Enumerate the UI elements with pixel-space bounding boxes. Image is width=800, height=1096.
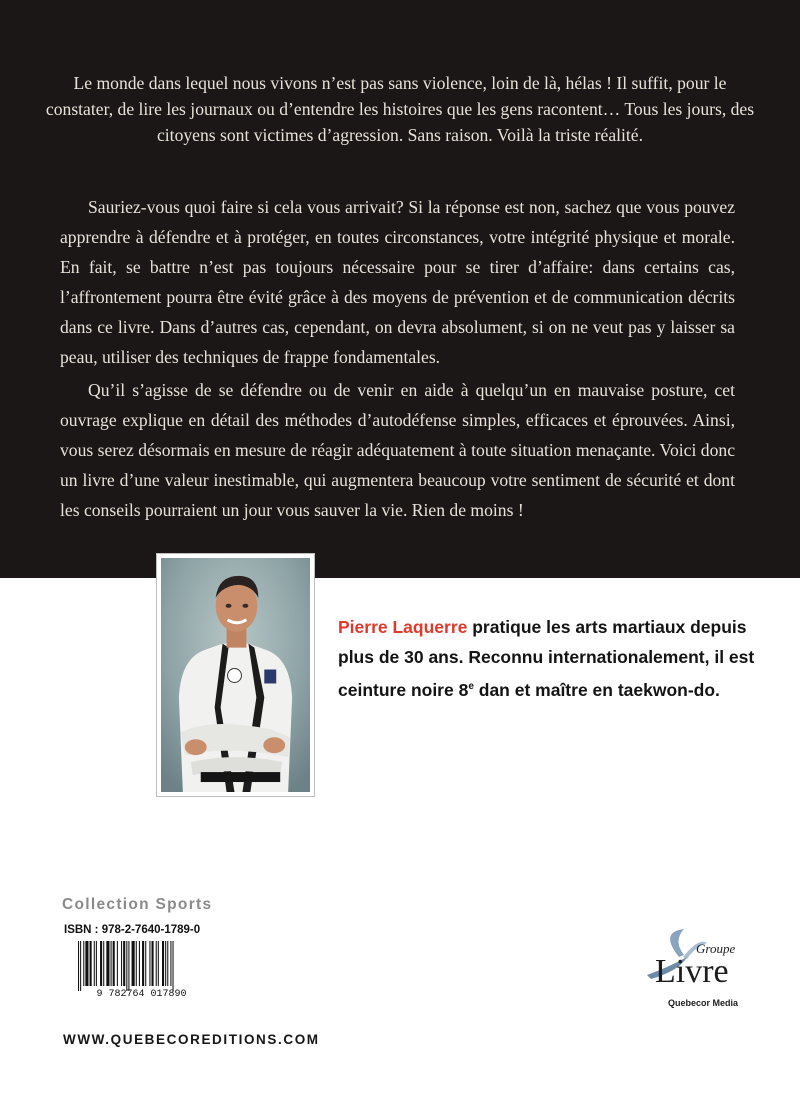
barcode-bar xyxy=(167,941,168,986)
barcode-bar xyxy=(128,941,129,991)
barcode-bar xyxy=(132,941,135,986)
barcode-bar xyxy=(162,941,164,986)
barcode-bar xyxy=(121,941,122,986)
publisher-website: WWW.QUEBECOREDITIONS.COM xyxy=(63,1032,320,1047)
barcode-bar xyxy=(139,941,140,986)
barcode-bar xyxy=(106,941,109,986)
barcode-bar xyxy=(78,941,79,991)
logo-quebecor-media: Quebecor Media xyxy=(668,998,739,1008)
description-paragraph-2: Qu’il s’agisse de se défendre ou de venir en aide à quelqu’un en mauvaise posture, cet ouvrage explique en détail des méthodes d’autodéfense simples, efficaces et éprouvées. Ainsi, vous serez désormais en mesure de réagir adéquatement à toute situation menaçante. Voici donc un livre d’une valeur inestimable, qui augmentera beaucoup votre sentiment de sécurité et dont les conseils pourraient un jour vous sauver la vie. Rien de moins ! xyxy=(60,380,735,520)
barcode-bar xyxy=(126,941,127,991)
barcode-bar xyxy=(152,941,154,986)
barcode-bar xyxy=(136,941,137,986)
intro-text: Le monde dans lequel nous vivons n’est pas sans violence, loin de là, hélas ! Il suffit, pour le constater, de lire les journaux ou d’entendre les histoires que les gens racontent… Tous les jours, des citoyens sont victimes d’agression. Sans raison. Voilà la triste réalité. xyxy=(45,73,755,145)
author-bio-text-1: pratique les arts martiaux depuis plus de 30 ans. Reconnu internationalement, il est ceinture noire 8 xyxy=(338,617,755,700)
barcode-bar xyxy=(142,941,144,986)
collection-name: Collection Sports xyxy=(62,896,213,913)
barcode-bar xyxy=(149,941,150,986)
barcode-bar xyxy=(165,941,166,986)
barcode-bar xyxy=(145,941,146,986)
description-paragraph-1: Sauriez-vous quoi faire si cela vous arrivait? Si la réponse est non, sachez que vous pouvez apprendre à défendre et à protéger, en toutes circonstances, votre intégrité physique et morale. En fait, se battre n’est pas toujours nécessaire pour se tirer d’affaire: dans certains cas, l’affrontement pourra être évité grâce à des moyens de prévention et de communication décrits dans ce livre. Dans d’autres cas, cependant, on devra absolument, si on ne veut pas y laisser sa peau, utiliser des techniques de frappe fondamentales. xyxy=(60,197,735,367)
barcode-bar xyxy=(90,941,92,986)
barcode-digits: 9 782764 017890 xyxy=(96,989,187,998)
barcode-bar xyxy=(85,941,88,986)
logo-livre: Livre xyxy=(655,953,729,990)
author-name: Pierre Laquerre xyxy=(338,617,468,637)
barcode-bar xyxy=(123,941,125,986)
publisher-logo xyxy=(636,925,746,1020)
barcode-bar xyxy=(156,941,157,986)
barcode-bar xyxy=(96,941,97,986)
barcode-bar xyxy=(117,941,118,986)
barcode-bar xyxy=(158,941,159,986)
barcode xyxy=(76,941,207,998)
barcode-graphic xyxy=(76,941,207,998)
barcode-bar xyxy=(94,941,95,986)
barcode-bar xyxy=(100,941,102,986)
author-portrait-image xyxy=(161,558,310,792)
barcode-bar xyxy=(80,941,81,991)
barcode-bar xyxy=(83,941,84,986)
barcode-bar xyxy=(113,941,115,986)
author-bio xyxy=(338,612,758,705)
barcode-bar xyxy=(111,941,112,986)
isbn-text: ISBN : 978-2-7640-1789-0 xyxy=(64,924,201,936)
author-photo xyxy=(156,553,315,797)
logo-groupe: Groupe xyxy=(696,941,736,956)
author-bio-text-2: dan et maître en taekwon-do. xyxy=(473,679,720,700)
barcode-bar xyxy=(170,941,171,986)
barcode-bar xyxy=(103,941,104,986)
barcode-bar xyxy=(173,941,174,991)
author-bio-superscript: e xyxy=(468,681,474,692)
